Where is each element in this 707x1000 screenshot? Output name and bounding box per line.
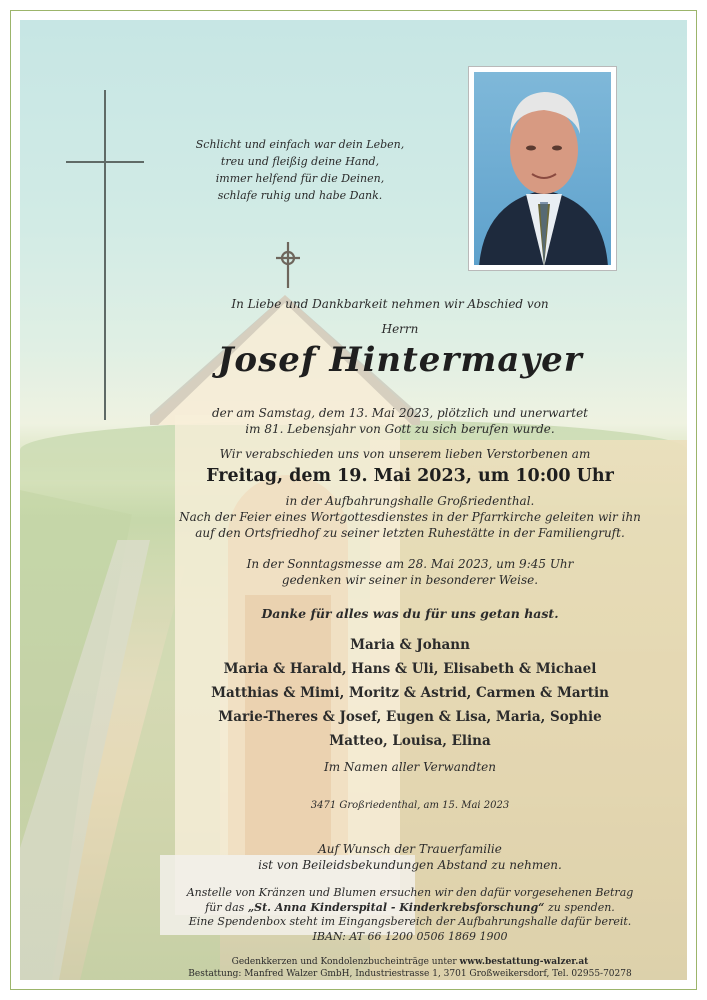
poem [190, 136, 410, 204]
relatives-text: Im Namen aller Verwandten [324, 760, 496, 774]
family-wish [170, 841, 650, 873]
family-line: Matteo, Louisa, Elina [329, 733, 491, 749]
footer-line-2: Bestattung: Manfred Walzer GmbH, Industriestrasse 1, 3701 Großweikersdorf, Tel. 02955-70278 [188, 969, 632, 979]
donation-line-2: für das „St. Anna Kinderspital - Kinderkrebsforschung“ zu spenden. [205, 900, 615, 914]
memorial-mass [170, 556, 650, 588]
cross-icon [66, 90, 144, 420]
salutation: Herrn [381, 322, 419, 336]
poem-line: schlafe ruhig und habe Dank. [217, 189, 383, 202]
portrait-photo [468, 66, 617, 271]
funeral-place [150, 493, 670, 541]
intro-text: In Liebe und Dankbarkeit nehmen wir Abschied von [231, 297, 549, 311]
donation-line-3: Eine Spendenbox steht im Eingangsbereich der Aufbahrungshalle dafür bereit. [188, 915, 632, 928]
poem-line: treu und fleißig deine Hand, [220, 155, 380, 168]
place-line-2: Nach der Feier eines Wortgottesdienstes in der Pfarrkirche geleiten wir ihn [179, 510, 641, 524]
charity-name: „St. Anna Kinderspital - Kinderkrebsforschung“ [247, 900, 545, 914]
thanks-text: Danke für alles was du für uns getan hast. [261, 606, 559, 621]
footer-line-1: Gedenkkerzen und Kondolenzbucheinträge unter www.bestattung-walzer.at [231, 957, 589, 967]
donation-notice [150, 886, 670, 944]
poem-line: Schlicht und einfach war dein Leben, [195, 138, 405, 151]
donation-line-1: Anstelle von Kränzen und Blumen ersuchen wir den dafür vorgesehenen Betrag [186, 886, 634, 899]
mass-line-1: In der Sonntagsmesse am 28. Mai 2023, um 9:45 Uhr [246, 557, 574, 571]
mass-line-2: gedenken wir seiner in besonderer Weise. [281, 573, 539, 587]
roof-cross-icon [270, 240, 306, 290]
deceased-name: Josef Hintermayer [217, 340, 583, 380]
family-line: Maria & Harald, Hans & Uli, Elisabeth & Michael [223, 661, 597, 677]
death-line-2: im 81. Lebensjahr von Gott zu sich berufen wurde. [245, 422, 555, 436]
website-link[interactable]: www.bestattung-walzer.at [459, 957, 589, 967]
death-notice [170, 405, 630, 437]
family-line: Maria & Johann [350, 637, 470, 653]
death-line-1: der am Samstag, dem 13. Mai 2023, plötzlich und unerwartet [211, 406, 588, 420]
wish-line-1: Auf Wunsch der Trauerfamilie [318, 842, 502, 856]
farewell-text: Wir verabschieden uns von unserem lieben Verstorbenen am [219, 447, 591, 461]
place-line-3: auf den Ortsfriedhof zu seiner letzten Ruhestätte in der Familiengruft. [195, 526, 625, 540]
footer [150, 956, 670, 980]
poem-line: immer helfend für die Deinen, [215, 172, 385, 185]
place-line-1: in der Aufbahrungshalle Großriedenthal. [285, 494, 535, 508]
portrait-figure [474, 72, 611, 265]
funeral-date: Freitag, dem 19. Mai 2023, um 10:00 Uhr [206, 466, 614, 486]
wish-line-2: ist von Beileidsbekundungen Abstand zu nehmen. [258, 858, 562, 872]
family-line: Matthias & Mimi, Moritz & Astrid, Carmen & Martin [211, 685, 609, 701]
family-list [150, 633, 670, 753]
city-date: 3471 Großriedenthal, am 15. Mai 2023 [310, 800, 510, 811]
iban: IBAN: AT 66 1200 0506 1869 1900 [312, 929, 508, 943]
family-line: Marie-Theres & Josef, Eugen & Lisa, Maria, Sophie [218, 709, 602, 725]
